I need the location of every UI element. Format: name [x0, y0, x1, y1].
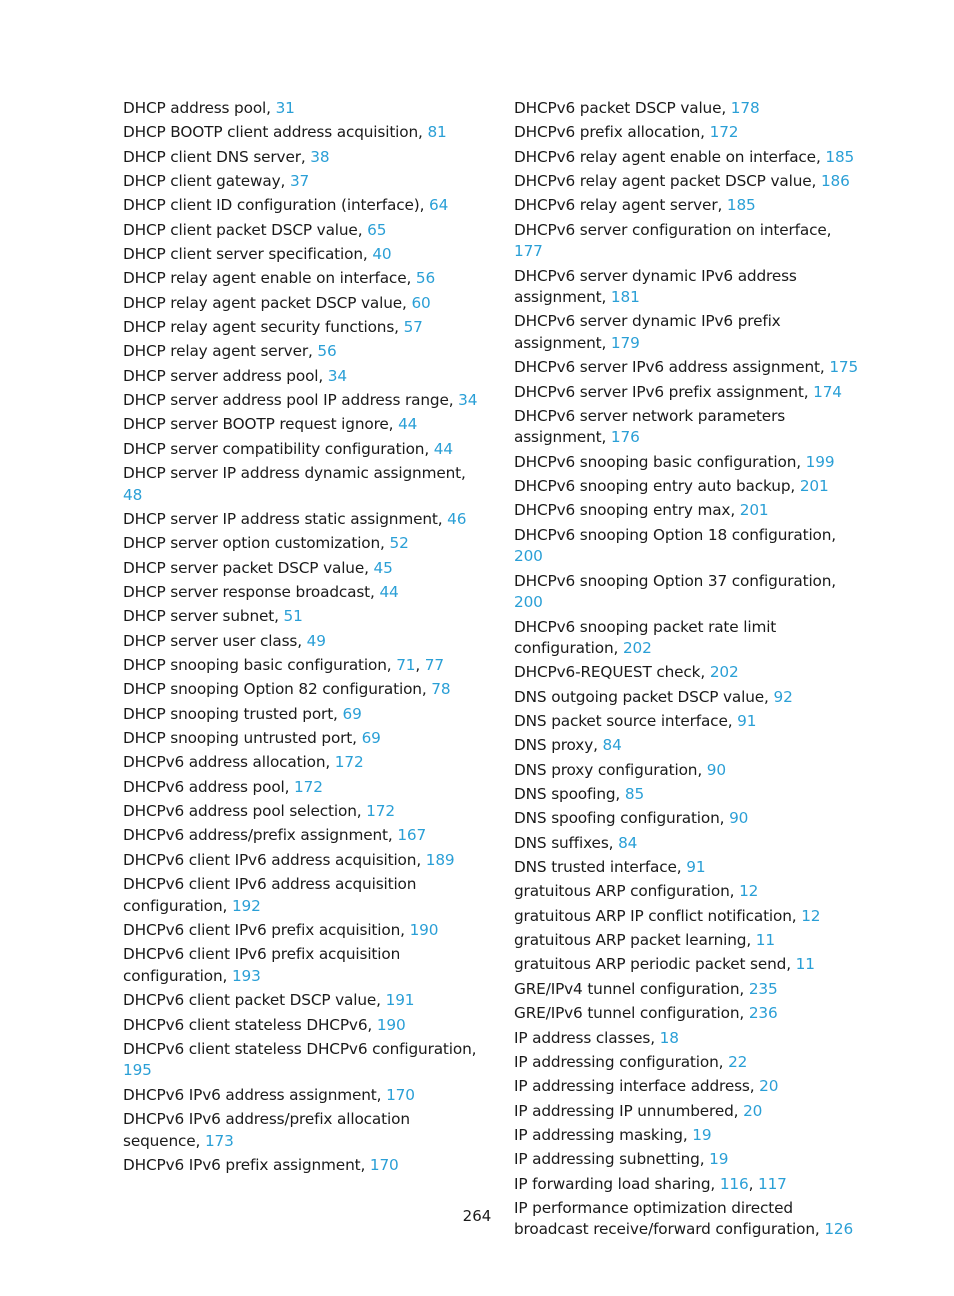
page-link[interactable]: 19 [709, 1150, 729, 1169]
index-entry [514, 171, 859, 193]
page-link[interactable]: 179 [610, 333, 640, 352]
index-term: DHCP relay agent security functions, [123, 318, 404, 337]
index-term: DHCP snooping trusted port, [123, 704, 343, 723]
page-link[interactable]: 190 [376, 1015, 406, 1034]
index-term: DHCP server user class, [123, 631, 307, 650]
index-entry [514, 195, 859, 217]
page-link[interactable]: 173 [204, 1131, 234, 1150]
index-term: GRE/IPv4 tunnel configuration, [514, 979, 749, 998]
page-link[interactable]: 170 [369, 1155, 399, 1174]
page-link[interactable]: 185 [825, 147, 855, 166]
index-term: DHCP client packet DSCP value, [123, 220, 368, 239]
index-entry [514, 122, 859, 144]
page-link[interactable]: 172 [334, 753, 364, 772]
index-term: DHCPv6 snooping Option 18 configuration, [514, 525, 837, 544]
index-term: DHCPv6 snooping basic configuration, [514, 452, 806, 471]
index-entry [514, 687, 859, 709]
index-entry [514, 954, 859, 976]
index-term: DHCP client ID configuration (interface), [123, 196, 429, 215]
page-link[interactable]: 78 [431, 680, 451, 699]
index-entry [123, 1039, 483, 1082]
page-link[interactable]: 181 [610, 288, 640, 307]
index-entry [514, 1076, 859, 1098]
index-term: DNS packet source interface, [514, 712, 738, 731]
index-entry [514, 476, 859, 498]
index-entry [514, 617, 859, 660]
page-link[interactable]: 11 [795, 955, 815, 974]
index-term: DHCPv6 snooping entry max, [514, 501, 740, 520]
page-link[interactable]: 57 [403, 318, 423, 337]
index-term: DHCP address pool, [123, 99, 276, 117]
index-term: DHCPv6 packet DSCP value, [514, 99, 731, 117]
page-link[interactable]: 199 [805, 452, 835, 471]
index-entry [123, 728, 483, 750]
index-term: DHCP server packet DSCP value, [123, 558, 374, 577]
index-entry [123, 122, 483, 144]
index-entry [123, 920, 483, 942]
index-term: DHCP server address pool, [123, 366, 328, 385]
index-term: DHCP relay agent enable on interface, [123, 269, 416, 288]
index-entry [123, 463, 483, 506]
index-term: DHCPv6 snooping Option 37 configuration, [514, 571, 837, 590]
index-entry [123, 439, 483, 461]
index-entry [514, 930, 859, 952]
page-link[interactable]: 65 [367, 220, 387, 239]
index-term: IP addressing interface address, [514, 1077, 760, 1096]
index-entry [123, 655, 483, 677]
index-entry [514, 266, 859, 309]
page-link[interactable]: 60 [411, 293, 431, 312]
page-link[interactable]: 81 [427, 123, 447, 142]
index-entry [514, 357, 859, 379]
page-link[interactable]: 192 [231, 896, 261, 915]
page-link[interactable]: 48 [123, 485, 143, 504]
page-link[interactable]: 56 [415, 269, 436, 288]
index-entry [514, 1101, 859, 1123]
index-entry [514, 98, 859, 120]
index-term: DHCP server BOOTP request ignore, [123, 415, 399, 434]
index-term: gratuitous ARP packet learning, [514, 931, 756, 950]
index-entry [123, 366, 483, 388]
page-link[interactable]: 170 [386, 1085, 415, 1104]
page-link[interactable]: 34 [327, 366, 347, 385]
page-link[interactable]: 116 [719, 1174, 749, 1193]
index-entry [123, 147, 483, 169]
index-term: DHCPv6 client IPv6 address acquisition configuration, [123, 875, 417, 915]
page-link[interactable]: 174 [813, 382, 842, 401]
index-term: DHCP snooping basic configuration, [123, 656, 397, 675]
page-link[interactable]: 37 [289, 172, 310, 191]
page-link[interactable]: 12 [801, 906, 821, 925]
page-link[interactable]: 38 [310, 147, 330, 166]
index-term: DHCP client gateway, [123, 172, 290, 191]
index-term: DHCPv6 IPv6 prefix assignment, [123, 1155, 370, 1174]
page-link[interactable]: 77 [424, 656, 444, 675]
index-entry [123, 341, 483, 363]
index-entry [123, 874, 483, 917]
index-entry [514, 1149, 859, 1171]
index-entry [514, 525, 859, 568]
index-term: DNS outgoing packet DSCP value, [514, 687, 774, 706]
index-term: DHCPv6 IPv6 address/prefix allocation sequence, [123, 1110, 410, 1150]
index-entry [123, 752, 483, 774]
page-link[interactable]: 56 [317, 342, 337, 361]
page-link[interactable]: 195 [123, 1061, 152, 1080]
index-entry [514, 711, 859, 733]
index-term: IP address classes, [514, 1028, 660, 1047]
page-link[interactable]: 178 [730, 99, 760, 117]
page-link[interactable]: 200 [514, 593, 543, 612]
index-term: IP performance optimization directed broadcast receive/forward configuration, [514, 1198, 825, 1239]
index-term: DHCP server option customization, [123, 534, 390, 553]
index-term: DHCPv6 server dynamic IPv6 prefix assignment, [514, 312, 781, 352]
index-term: IP addressing subnetting, [514, 1150, 710, 1169]
index-entry [123, 1015, 483, 1037]
index-entry [123, 606, 483, 628]
index-term: IP addressing IP unnumbered, [514, 1101, 744, 1120]
index-entry [514, 857, 859, 879]
page-link[interactable]: 172 [294, 777, 323, 796]
page-link[interactable]: 202 [709, 663, 739, 682]
index-entry [123, 704, 483, 726]
index-entry [514, 571, 859, 614]
index-term: DHCP client server specification, [123, 245, 373, 264]
page-link[interactable]: 236 [748, 1004, 778, 1023]
page-link[interactable]: 45 [373, 558, 393, 577]
page-link[interactable]: 84 [602, 736, 622, 755]
page-link[interactable]: 91 [737, 712, 757, 731]
index-entry [514, 760, 859, 782]
page-link[interactable]: 186 [820, 172, 850, 191]
index-entry [123, 533, 483, 555]
index-term: DNS proxy configuration, [514, 760, 707, 779]
page-link[interactable]: 40 [372, 245, 392, 264]
page-link[interactable]: 19 [692, 1125, 712, 1144]
page-link[interactable]: 91 [686, 858, 706, 877]
index-column-right [514, 98, 859, 1244]
index-entry [514, 808, 859, 830]
index-term: IP forwarding load sharing, [514, 1174, 720, 1193]
index-term: DHCP snooping Option 82 configuration, [123, 680, 432, 699]
index-term: DHCPv6 address/prefix assignment, [123, 826, 398, 845]
index-term: DNS spoofing, [514, 785, 625, 804]
index-term: DHCP server IP address dynamic assignment, [123, 464, 466, 483]
index-entry [123, 414, 483, 436]
page-link[interactable]: 126 [824, 1220, 854, 1239]
index-entry [123, 582, 483, 604]
page-link[interactable]: 167 [397, 826, 427, 845]
index-term: IP addressing configuration, [514, 1052, 729, 1071]
index-entry [514, 452, 859, 474]
index-term: DHCPv6 server IPv6 prefix assignment, [514, 382, 814, 401]
page-link[interactable]: 34 [458, 391, 478, 410]
index-term: DHCPv6 address pool, [123, 777, 295, 796]
index-entry [123, 850, 483, 872]
index-term: DHCPv6 IPv6 address assignment, [123, 1085, 387, 1104]
page-link[interactable]: 191 [385, 991, 415, 1010]
page-link[interactable]: 202 [622, 639, 652, 657]
index-entry [123, 825, 483, 847]
page-link[interactable]: 84 [618, 833, 638, 852]
index-term: DHCP server subnet, [123, 607, 284, 626]
page-link[interactable]: 44 [379, 583, 399, 602]
index-term: DHCPv6 address pool selection, [123, 802, 367, 821]
page-link[interactable]: 190 [409, 921, 439, 939]
index-column-left [123, 98, 483, 1179]
index-term: gratuitous ARP configuration, [514, 882, 740, 901]
page-link[interactable]: 201 [739, 501, 769, 520]
index-entry [123, 801, 483, 823]
index-term: DHCP server compatibility configuration, [123, 439, 434, 458]
page-link[interactable]: 235 [748, 979, 778, 998]
index-term: DHCP client DNS server, [123, 147, 311, 166]
index-entry [123, 195, 483, 217]
index-entry [123, 268, 483, 290]
index-entry [123, 1109, 483, 1152]
index-entry [123, 1085, 483, 1107]
index-entry [123, 390, 483, 412]
index-entry [514, 979, 859, 1001]
index-entry [123, 98, 483, 120]
index-term: DNS proxy, [514, 736, 603, 755]
index-term: DHCPv6 client IPv6 prefix acquisition, [123, 921, 410, 939]
index-term: DHCP BOOTP client address acquisition, [123, 123, 428, 142]
index-entry [123, 509, 483, 531]
page-link[interactable]: 175 [829, 358, 859, 377]
index-term: DHCP server response broadcast, [123, 583, 380, 602]
index-term: DHCPv6 client IPv6 address acquisition, [123, 850, 426, 869]
index-term: DHCPv6 client stateless DHCPv6, [123, 1015, 377, 1034]
index-term: IP addressing masking, [514, 1125, 693, 1144]
index-entry [123, 558, 483, 580]
page-link[interactable]: 22 [728, 1052, 748, 1071]
index-entry [514, 662, 859, 684]
page-number: 264 [462, 1207, 492, 1225]
page-link[interactable]: 31 [275, 99, 295, 117]
page-link[interactable]: 200 [514, 547, 543, 566]
page-separator: , [748, 1174, 759, 1193]
index-term: DHCPv6 server dynamic IPv6 address assignment, [514, 266, 797, 307]
page-link[interactable]: 117 [758, 1174, 787, 1193]
index-term: DHCPv6 snooping packet rate limit configuration, [514, 617, 777, 657]
index-entry [514, 1028, 859, 1050]
index-entry [123, 1155, 483, 1177]
index-term: DHCP server address pool IP address range, [123, 391, 459, 410]
index-term: DHCPv6 client IPv6 prefix acquisition configuration, [123, 945, 401, 985]
page-link[interactable]: 64 [429, 196, 449, 215]
index-term: DNS spoofing configuration, [514, 809, 730, 828]
index-term: DNS trusted interface, [514, 858, 687, 877]
index-entry [514, 833, 859, 855]
page-link[interactable]: 20 [743, 1101, 763, 1120]
index-term: DHCPv6 relay agent enable on interface, [514, 147, 826, 166]
index-term: DNS suffixes, [514, 833, 619, 852]
index-term: DHCPv6 server network parameters assignment, [514, 406, 786, 447]
index-entry [123, 631, 483, 653]
index-entry [123, 220, 483, 242]
index-entry [514, 1003, 859, 1025]
page-link[interactable]: 172 [366, 802, 395, 821]
page-link[interactable]: 51 [283, 607, 303, 626]
page-link[interactable]: 20 [759, 1077, 779, 1096]
index-term: DHCPv6 relay agent packet DSCP value, [514, 172, 821, 191]
index-entry [514, 906, 859, 928]
index-term: DHCPv6 client stateless DHCPv6 configuration, [123, 1039, 477, 1058]
page-link[interactable]: 193 [231, 966, 261, 985]
page-link[interactable]: 90 [729, 809, 749, 828]
page-link[interactable]: 69 [361, 729, 381, 748]
index-term: DHCPv6 snooping entry auto backup, [514, 477, 800, 496]
index-entry [514, 311, 859, 354]
index-term: DHCP relay agent packet DSCP value, [123, 293, 412, 312]
index-entry [514, 382, 859, 404]
page-link[interactable]: 189 [425, 850, 455, 869]
page-separator: , [415, 656, 425, 675]
index-term: DHCP relay agent server, [123, 342, 318, 361]
index-entry [514, 1125, 859, 1147]
index-entry [514, 500, 859, 522]
index-term: DHCPv6 server IPv6 address assignment, [514, 358, 830, 377]
page-link[interactable]: 44 [398, 415, 418, 434]
page-link[interactable]: 46 [447, 510, 467, 528]
index-entry [514, 1052, 859, 1074]
index-entry [514, 406, 859, 449]
index-entry [123, 317, 483, 339]
index-term: DHCPv6 relay agent server, [514, 196, 727, 215]
page-link[interactable]: 69 [342, 704, 362, 723]
index-term: DHCPv6 client packet DSCP value, [123, 991, 386, 1010]
index-entry [123, 244, 483, 266]
index-term: DHCPv6 address allocation, [123, 753, 335, 772]
page-link[interactable]: 49 [306, 631, 326, 650]
page-link[interactable]: 90 [706, 760, 726, 779]
index-term: DHCP server IP address static assignment, [123, 510, 448, 528]
page-link[interactable]: 85 [624, 785, 645, 804]
index-term: gratuitous ARP periodic packet send, [514, 955, 796, 974]
index-entry [514, 735, 859, 757]
page-link[interactable]: 201 [799, 477, 829, 496]
page-link[interactable]: 52 [389, 534, 409, 553]
index-term: gratuitous ARP IP conflict notification, [514, 906, 802, 925]
index-entry [123, 944, 483, 987]
page-link[interactable]: 177 [514, 242, 543, 261]
index-entry [514, 147, 859, 169]
page-link[interactable]: 12 [739, 882, 759, 901]
page-link[interactable]: 71 [396, 656, 416, 675]
index-term: GRE/IPv6 tunnel configuration, [514, 1004, 749, 1023]
index-term: DHCPv6-REQUEST check, [514, 663, 710, 682]
page-link[interactable]: 44 [433, 439, 453, 458]
page-link[interactable]: 18 [659, 1028, 679, 1047]
index-term: DHCPv6 server configuration on interface, [514, 220, 832, 239]
page-link[interactable]: 176 [610, 428, 640, 447]
index-entry [123, 777, 483, 799]
index-term: DHCP snooping untrusted port, [123, 729, 362, 748]
page-link[interactable]: 172 [709, 123, 739, 142]
index-entry [123, 679, 483, 701]
index-entry [123, 293, 483, 315]
page-link[interactable]: 185 [726, 196, 756, 215]
page-link[interactable]: 11 [755, 931, 775, 950]
index-entry [514, 220, 859, 263]
index-entry [123, 171, 483, 193]
index-term: DHCPv6 prefix allocation, [514, 123, 710, 142]
page-link[interactable]: 92 [773, 687, 793, 706]
index-entry [514, 784, 859, 806]
index-entry [123, 990, 483, 1012]
index-entry [514, 881, 859, 903]
index-entry [514, 1174, 859, 1196]
